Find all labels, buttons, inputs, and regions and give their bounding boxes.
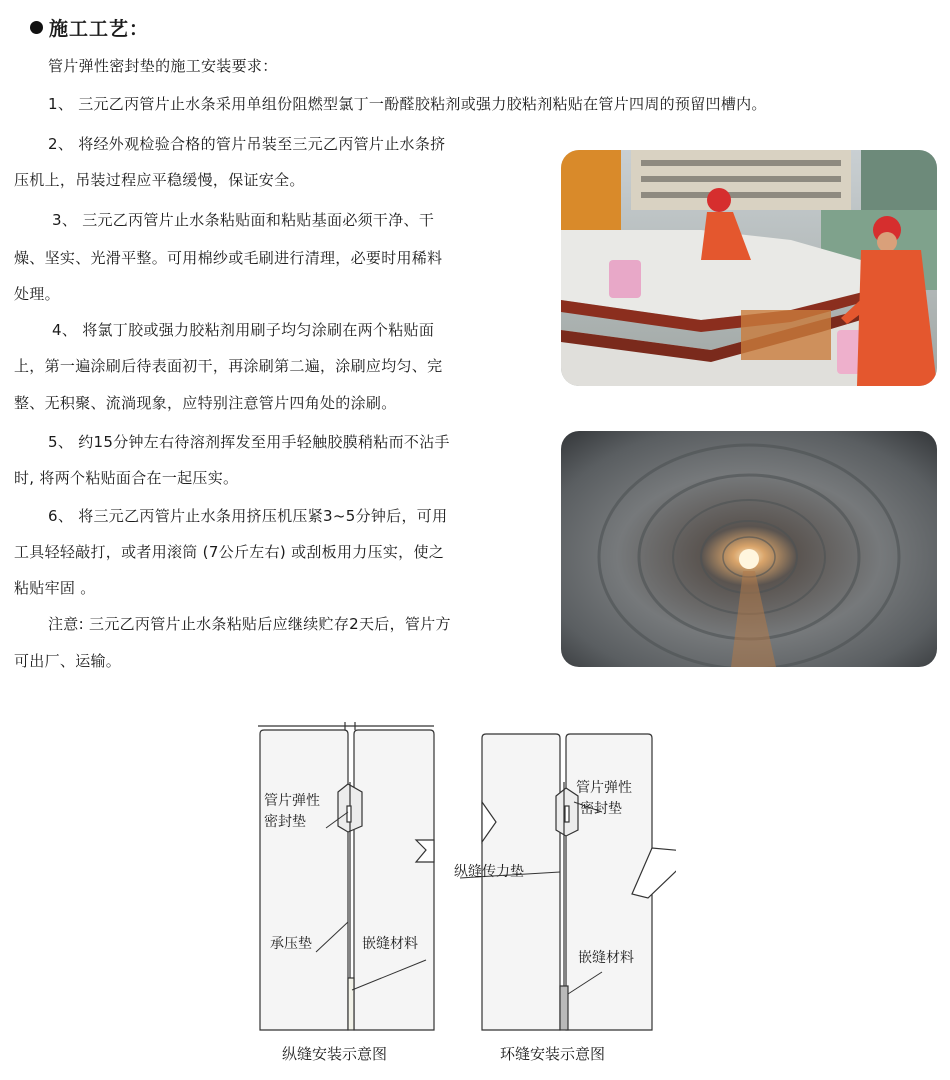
note-line-1: 注意: 三元乙丙管片止水条粘贴后应继续贮存2天后，管片方 bbox=[48, 615, 451, 633]
left-gasket-label-1: 管片弹性 bbox=[264, 792, 320, 808]
step-4-line-1: 4、 将氯丁胶或强力胶粘剂用刷子均匀涂刷在两个粘贴面 bbox=[52, 321, 435, 339]
left-gasket-label-2: 密封垫 bbox=[264, 813, 306, 829]
step-3-line-1: 3、 三元乙丙管片止水条粘贴面和粘贴基面必须干净、干 bbox=[52, 211, 435, 229]
step-5-line-1: 5、 约15分钟左右待溶剂挥发至用手轻触胶膜稍粘而不沾手 bbox=[48, 433, 450, 451]
caption-circumferential: 环缝安装示意图 bbox=[500, 1045, 606, 1063]
step-6-line-3: 粘贴牢固 。 bbox=[14, 579, 96, 597]
step-2-line-2: 压机上，吊装过程应平稳缓慢，保证安全。 bbox=[14, 171, 305, 189]
section-heading-text: 施工工艺： bbox=[49, 18, 150, 40]
left-filler-label: 嵌缝材料 bbox=[362, 935, 418, 951]
tunnel-photo bbox=[561, 431, 937, 667]
section-heading bbox=[30, 14, 149, 41]
step-3-line-3: 处理。 bbox=[14, 285, 60, 303]
worker-gluing-photo bbox=[561, 150, 937, 386]
seam-installation-diagram bbox=[256, 722, 676, 1072]
step-4-line-3: 整、无积聚、流淌现象，应特别注意管片四角处的涂刷。 bbox=[14, 394, 397, 412]
step-5-line-2: 时, 将两个粘贴面合在一起压实。 bbox=[14, 469, 239, 487]
right-filler-label: 嵌缝材料 bbox=[578, 949, 634, 965]
step-4-line-2: 上，第一遍涂刷后待表面初干，再涂刷第二遍，涂刷应均匀、完 bbox=[14, 357, 443, 375]
intro-text: 管片弹性密封垫的施工安装要求： bbox=[48, 57, 278, 75]
longitudinal-seam-diagram bbox=[258, 722, 434, 1030]
step-2-line-1: 2、 将经外观检验合格的管片吊装至三元乙丙管片止水条挤 bbox=[48, 135, 446, 153]
step-3-line-2: 燥、坚实、光滑平整。可用棉纱或毛刷进行清理，必要时用稀料 bbox=[14, 249, 443, 267]
bullet-icon bbox=[30, 21, 43, 34]
caption-longitudinal: 纵缝安装示意图 bbox=[282, 1045, 388, 1063]
note-line-2: 可出厂、运输。 bbox=[14, 652, 122, 670]
step-6-line-2: 工具轻轻敲打，或者用滚筒 (7公斤左右) 或刮板用力压实，使之 bbox=[14, 543, 445, 561]
right-gasket-label-1: 管片弹性 bbox=[576, 779, 632, 795]
right-gasket-label-2: 密封垫 bbox=[580, 800, 622, 816]
step-1: 1、 三元乙丙管片止水条采用单组份阻燃型氯丁一酚醛胶粘剂或强力胶粘剂粘贴在管片四周的预留凹槽内。 bbox=[48, 95, 767, 113]
circumferential-seam-diagram bbox=[460, 734, 676, 1030]
left-pressure-label: 承压垫 bbox=[270, 935, 312, 951]
step-6-line-1: 6、 将三元乙丙管片止水条用挤压机压紧3~5分钟后，可用 bbox=[48, 507, 448, 525]
right-transfer-label: 纵缝传力垫 bbox=[454, 863, 524, 879]
